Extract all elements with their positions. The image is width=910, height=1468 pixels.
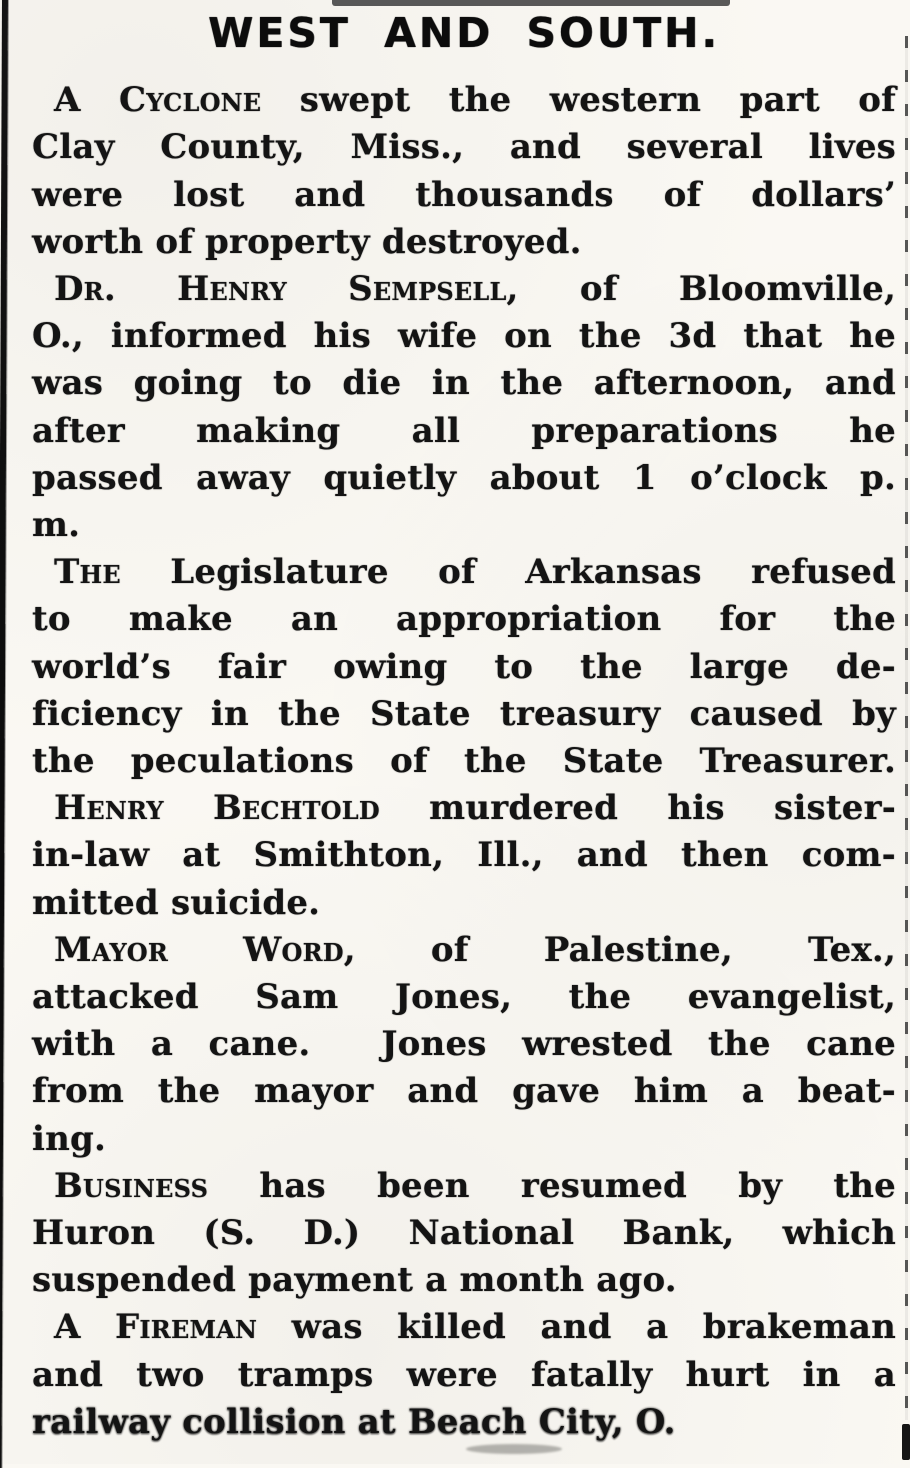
line-text: of Palestine, Tex., [355, 929, 896, 970]
news-item-arkansas [32, 549, 896, 785]
news-line: attacked Sam Jones, the evangelist, [32, 977, 896, 1017]
news-line [32, 1304, 896, 1351]
lead-phrase: Mayor Word, [54, 929, 356, 970]
ink-blot-bottom-right [902, 1424, 910, 1460]
column-body [32, 77, 896, 1446]
print-smudge-top [332, 0, 730, 6]
news-line [32, 266, 896, 313]
news-line: worth of property destroyed. [32, 221, 582, 262]
line-text: Legislature of Arkansas refused [120, 552, 896, 593]
lead-phrase: Business [54, 1165, 209, 1206]
line-text: swept the western part of [261, 80, 897, 121]
news-line [32, 927, 896, 974]
column-rule-right [905, 36, 908, 1420]
news-item-huron-bank [32, 1163, 896, 1305]
news-line: the peculations of the State Treasurer. [32, 740, 896, 781]
news-line: with a cane. Jones wrested the cane [32, 1024, 896, 1065]
news-item-sempsell [32, 266, 896, 549]
lead-phrase: Henry Bechtold [54, 788, 380, 829]
news-item-cyclone [32, 77, 896, 266]
line-text: of Bloomville, [518, 268, 897, 309]
news-line: in-law at Smithton, Ill., and then com- [32, 835, 896, 876]
news-line: mitted suicide. [32, 882, 321, 923]
news-item-bechtold [32, 785, 896, 927]
news-line: railway collision at Beach City, O. [32, 1401, 676, 1442]
news-line: were lost and thousands of dollars’ [32, 174, 896, 215]
news-line: Huron (S. D.) National Bank, which [32, 1213, 896, 1254]
news-line: to make an appropriation for the [32, 599, 896, 640]
news-line: and two tramps were fatally hurt in a [32, 1354, 896, 1395]
news-line: suspended payment a month ago. [32, 1260, 677, 1301]
news-line: m. [32, 504, 81, 545]
lead-phrase: The [54, 552, 121, 593]
line-text: murdered his sister- [379, 788, 897, 829]
news-line: was going to die in the afternoon, and [32, 363, 896, 404]
news-line: Clay County, Miss., and several lives [32, 127, 896, 168]
news-line [32, 785, 896, 832]
lead-phrase: Dr. Henry Sempsell, [54, 268, 519, 309]
news-line: ing. [32, 1118, 107, 1159]
news-line: ficiency in the State treasury caused by [32, 693, 896, 734]
news-line: after making all preparations he [32, 410, 896, 451]
news-item-railway [32, 1304, 896, 1446]
lead-phrase: A Fireman [54, 1307, 258, 1348]
news-line: from the mayor and gave him a beat- [32, 1071, 896, 1112]
news-line [32, 1163, 896, 1210]
news-line: O., informed his wife on the 3d that he [32, 316, 896, 357]
news-item-mayor-word [32, 927, 896, 1163]
line-text: was killed and a brakeman [257, 1307, 896, 1348]
line-text: has been resumed by the [208, 1165, 896, 1206]
news-line [32, 77, 896, 124]
news-line: world’s fair owing to the large de- [32, 646, 896, 687]
column-rule-left [0, 0, 8, 1468]
newspaper-column [32, 10, 896, 1446]
lead-phrase: A Cyclone [54, 80, 262, 121]
section-heading: WEST AND SOUTH. [208, 9, 720, 57]
news-line [32, 549, 896, 596]
news-line: passed away quietly about 1 o’clock p. [32, 457, 896, 498]
